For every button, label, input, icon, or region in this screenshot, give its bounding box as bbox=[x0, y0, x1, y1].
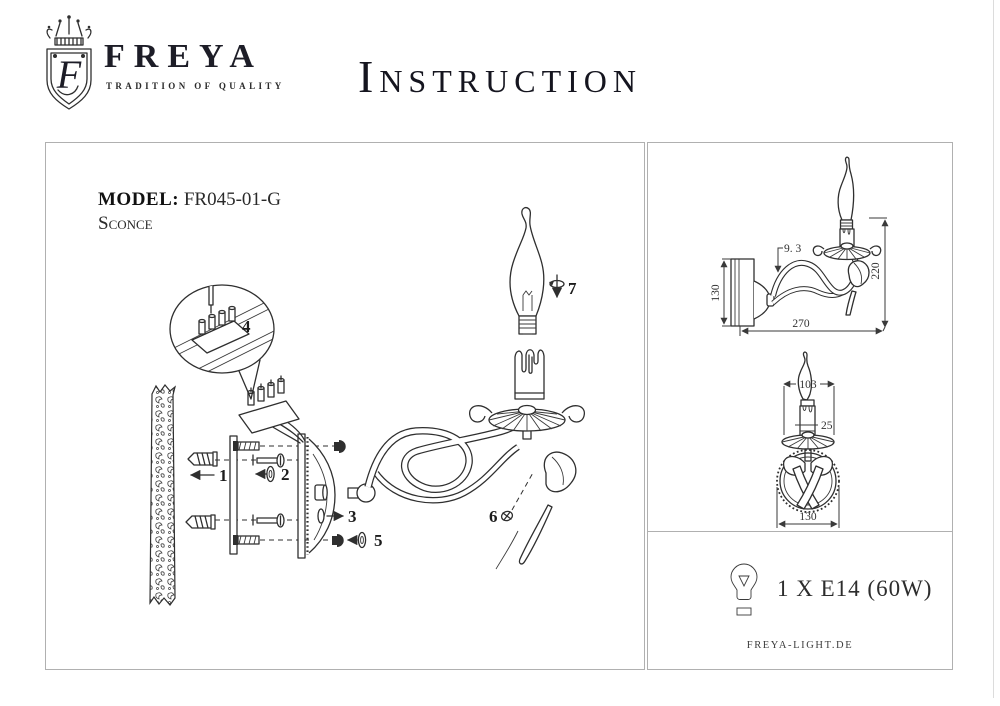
part-label-4: 4 bbox=[242, 317, 251, 336]
dim-candle-width: 25 bbox=[821, 420, 833, 432]
threaded-stud bbox=[233, 441, 259, 451]
model-block bbox=[98, 189, 281, 235]
brand-name: FREYA bbox=[104, 38, 263, 75]
cap-nut-icon bbox=[334, 440, 346, 453]
washer-icon bbox=[267, 467, 274, 482]
cap-nut-icon bbox=[332, 534, 344, 547]
scroll-arm bbox=[368, 420, 524, 500]
dimensions-panel bbox=[647, 142, 953, 670]
detail-balloon bbox=[170, 250, 283, 399]
rotate-symbol bbox=[549, 275, 564, 297]
wall-section bbox=[150, 385, 175, 605]
part-label-3: 3 bbox=[348, 507, 357, 526]
leaf-screw-axis bbox=[512, 471, 534, 510]
part-label-2: 2 bbox=[281, 465, 290, 484]
dimension-drawings bbox=[648, 143, 952, 531]
model-label: MODEL: bbox=[98, 189, 180, 210]
dim-total-height: 220 bbox=[870, 262, 882, 280]
page-title: Instruction bbox=[358, 51, 642, 102]
product-type: Sconce bbox=[98, 213, 153, 234]
bulb-spec-section bbox=[648, 531, 952, 671]
leaf-screw-icon bbox=[500, 510, 513, 522]
candle-sleeve bbox=[515, 350, 544, 399]
bulb-icon bbox=[727, 562, 761, 622]
assembly-panel bbox=[45, 142, 645, 670]
svg-text:F: F bbox=[56, 52, 82, 97]
wall-anchor-icon bbox=[186, 515, 215, 529]
part-label-7: 7 bbox=[568, 279, 577, 298]
backplate-side bbox=[298, 434, 335, 558]
dim-arm-diameter: 9. 3 bbox=[784, 243, 802, 255]
part-label-1: 1 bbox=[219, 466, 228, 485]
terminal-block bbox=[239, 376, 305, 443]
bulb-spec: 1 X E14 (60W) bbox=[777, 576, 933, 601]
washer-icon bbox=[358, 533, 365, 548]
model-value: FR045-01-G bbox=[183, 189, 281, 210]
brand-tagline: TRADITION OF QUALITY bbox=[106, 81, 285, 91]
arm-ball-joint bbox=[357, 484, 375, 502]
mounting-screw bbox=[253, 514, 284, 527]
threaded-stud bbox=[233, 535, 259, 545]
crystal-leaf bbox=[496, 452, 576, 569]
flame-tip-bulb bbox=[510, 208, 544, 334]
part-label-5: 5 bbox=[374, 531, 383, 550]
part-label-6: 6 bbox=[489, 507, 498, 526]
dim-shade-width: 103 bbox=[799, 379, 817, 391]
side-view-drawing bbox=[710, 157, 887, 336]
wall-anchor-icon bbox=[188, 452, 217, 466]
website-text: FREYA-LIGHT.DE bbox=[746, 640, 854, 651]
dim-total-depth: 270 bbox=[792, 318, 810, 330]
mounting-screw bbox=[253, 454, 284, 467]
dim-plate-diameter: 130 bbox=[799, 511, 817, 523]
scan-page-edge bbox=[993, 0, 994, 698]
dim-backplate-height: 130 bbox=[710, 284, 722, 302]
front-view-drawing bbox=[777, 352, 839, 528]
